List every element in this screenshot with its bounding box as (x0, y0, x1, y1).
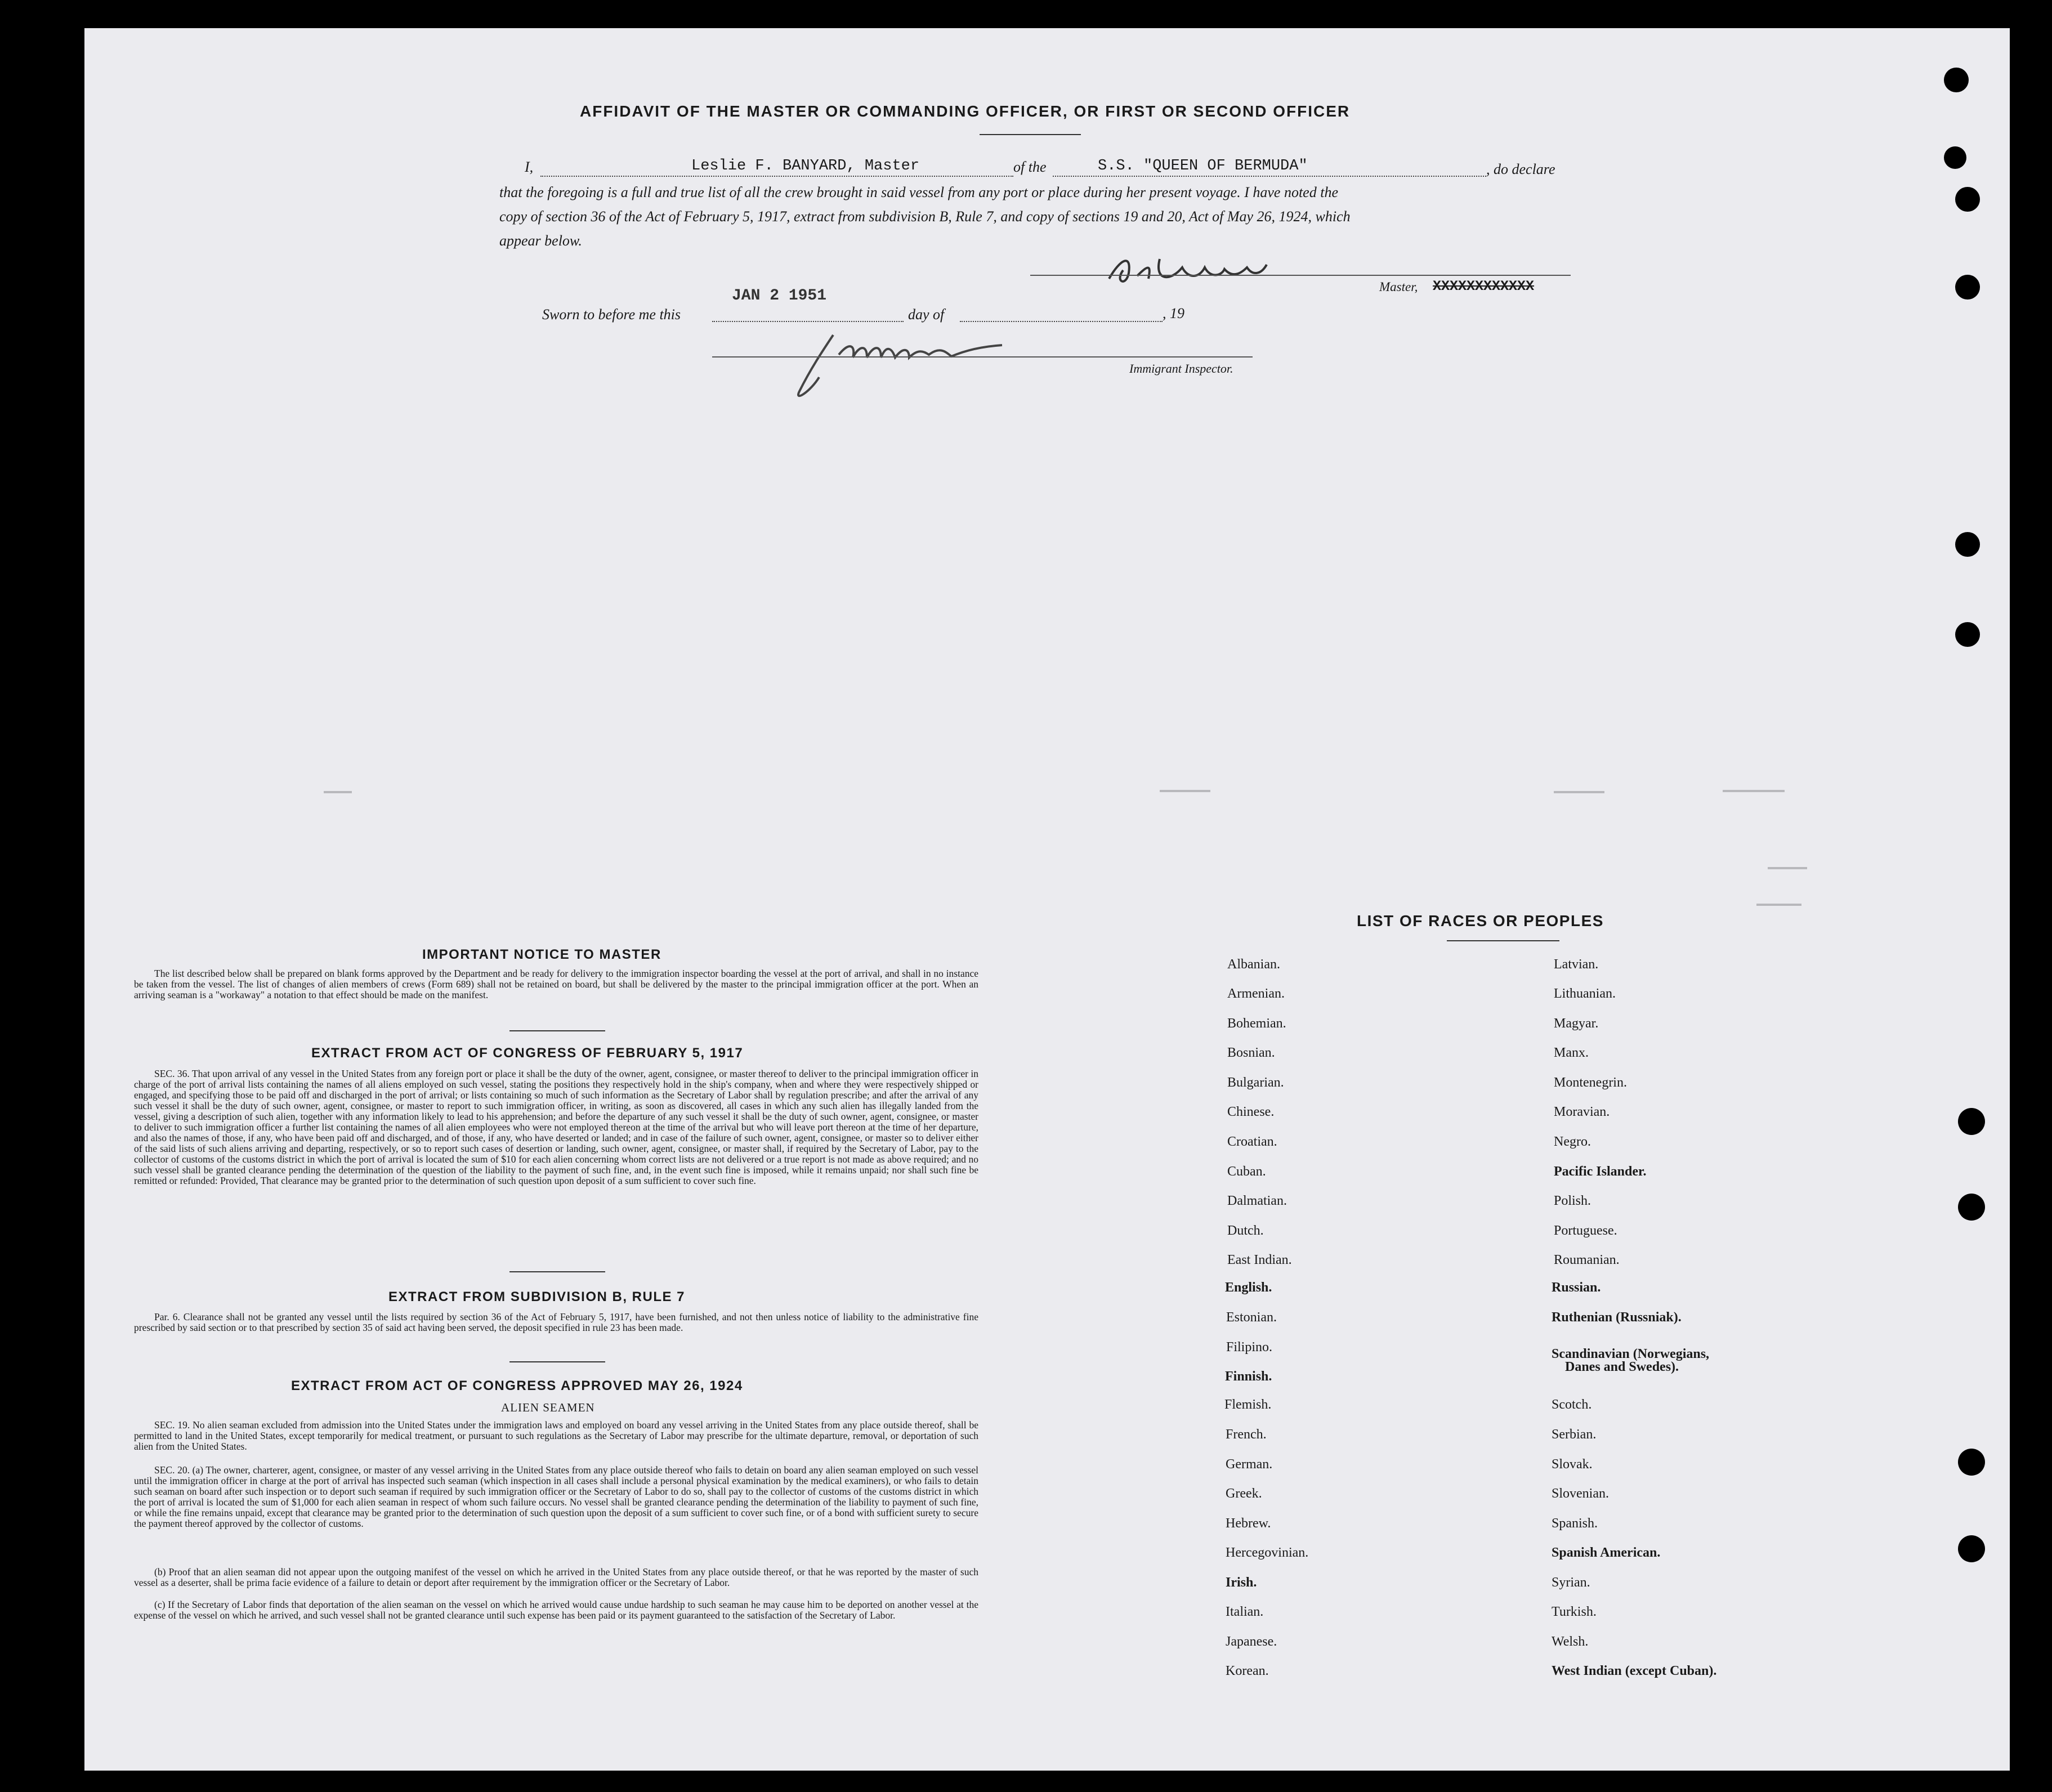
race-list-item: Scotch. (1552, 1397, 1592, 1412)
race-list-item: Magyar. (1554, 1016, 1599, 1031)
race-list-item: Finnish. (1225, 1369, 1272, 1384)
race-list-item: Pacific Islander. (1554, 1164, 1647, 1179)
race-list-item: Turkish. (1552, 1605, 1597, 1619)
race-list-item: Slovak. (1552, 1457, 1593, 1472)
notice-title: IMPORTANT NOTICE TO MASTER (422, 947, 661, 962)
race-list-item: Serbian. (1552, 1427, 1597, 1442)
race-list-item: Bosnian. (1227, 1045, 1275, 1060)
punch-hole (1958, 1194, 1985, 1221)
race-list-item: Flemish. (1224, 1397, 1272, 1412)
of-the-label: of the (1013, 159, 1047, 175)
race-list-item: Croatian. (1227, 1134, 1277, 1149)
section-19-text: SEC. 19. No alien seaman excluded from admission into the United States under the immigration laws and employed on board any vessel arriving in the United States from any place outside thereof, shall be permitted to land in the United States, except temporarily for medical treatment, or pursuant to such regulations as the Secretary of Labor may prescribe for the ultimate departure, removal, or deportation of such alien from the United States. (134, 1419, 978, 1452)
subdivision-b-title: EXTRACT FROM SUBDIVISION B, RULE 7 (388, 1289, 686, 1304)
race-list-item: Spanish American. (1552, 1545, 1661, 1560)
punch-hole (1955, 622, 1980, 647)
race-list-item: Bulgarian. (1227, 1075, 1284, 1090)
race-list-item: Armenian. (1227, 986, 1285, 1001)
extract-1924-title: EXTRACT FROM ACT OF CONGRESS APPROVED MAY 26, 1924 (291, 1378, 743, 1393)
race-list-item: Japanese. (1226, 1634, 1277, 1649)
race-list-item: Bohemian. (1227, 1016, 1286, 1031)
master-title-struck: XXXXXXXXXXXX (1433, 278, 1535, 294)
extract-1917-title: EXTRACT FROM ACT OF CONGRESS OF FEBRUARY 5, 1917 (311, 1045, 744, 1061)
race-list-item: French. (1226, 1427, 1267, 1442)
year-label: , 19 (1163, 305, 1184, 321)
race-list-item: Latvian. (1554, 957, 1599, 972)
race-list-item: West Indian (except Cuban). (1552, 1664, 1717, 1678)
punch-hole (1958, 1535, 1985, 1562)
race-list-item: Irish. (1226, 1575, 1257, 1590)
inspector-label: Immigrant Inspector. (1129, 361, 1233, 376)
section-20c-text: (c) If the Secretary of Labor finds that deportation of the alien seaman on the vessel on which he arrived would cause undue hardship to such seaman he may cause him to be deported on another vessel at the expense of the vessel on which he arrived, and such vessel shall not be granted clearance until such expense has been paid or its payment guaranteed to the satisfaction of the Secretary of Labor. (134, 1599, 978, 1621)
punch-hole (1955, 532, 1980, 557)
punch-hole (1955, 187, 1980, 212)
race-list-item: Negro. (1554, 1134, 1591, 1149)
race-list-item: Lithuanian. (1554, 986, 1616, 1001)
master-label: Master, (1379, 280, 1418, 294)
sworn-label: Sworn to before me this (542, 306, 681, 323)
do-declare-label: , do declare (1486, 161, 1555, 177)
race-list-item: Scandinavian (Norwegians, (1552, 1347, 1710, 1361)
race-list-item: Cuban. (1227, 1164, 1266, 1179)
punch-hole (1944, 146, 1966, 169)
race-list-item: Hebrew. (1226, 1516, 1271, 1531)
date-stamp: JAN 2 1951 (732, 287, 827, 305)
race-list-item: Montenegrin. (1554, 1075, 1627, 1090)
subdivision-b-text: Par. 6. Clearance shall not be granted any vessel until the lists required by section 36 of the Act of February 5, 1917, have been furnished, and not then unless notice of liability to the administrative fine prescribed by said section or to that prescribed by section 35 of said act having been served, the deposit specified in rule 23 has been made. (134, 1311, 978, 1333)
race-list-item: Polish. (1554, 1194, 1591, 1208)
extract-1917-text: SEC. 36. That upon arrival of any vessel in the United States from any foreign port or place it shall be the duty of the owner, agent, consignee, or master thereof to deliver to the principal immigration officer in charge of the port of arrival lists containing the names of all aliens employed on such vessel, stating the positions they respectively hold in the ship's company, when and where they were respectively shipped or engaged, and specifying those to be paid off and discharged in the port of arrival; or lists containing so much of such information as the Secretary of Labor shall by regulation prescribe; and after the arrival of any such vessel it shall be the duty of such owner, agent, consignee, or master to report to such immigration officer, in writing, as soon as discovered, all cases in which any such alien has illegally landed from the vessel, giving a description of such alien, together with any information likely to lead to his apprehension; and before the departure of any such vessel it shall be the duty of such owner, agent, consignee, or master to deliver to such immigration officer a further list containing the names of all alien employees who were not employed thereon at the time of the arrival but who will leave port thereon at the time of her departure, and also the names of those, if any, who have been paid off and discharged, and of those, if any, who have deserted or landed; and in case of the failure of such owner, agent, consignee, or master so to deliver either of the said lists of such aliens arriving and departing, respectively, or so to report such cases of desertion or landing, such owner, agent, consignee, or master shall, if required by the Secretary of Labor, pay to the collector of customs of the customs district in which the port of arrival is located the sum of $10 for each alien concerning whom correct lists are not delivered or a true report is not made as above required; and no such vessel shall be granted clearance pending the determination of the question of the liability to the payment of such fine, and, in the event such fine is imposed, while it remains unpaid; nor shall such fine be remitted or refunded: Provided, That clearance may be granted prior to the determination of such question upon deposit of a sum sufficient to cover such fine. (134, 1068, 978, 1186)
race-list-item: East Indian. (1227, 1253, 1292, 1267)
race-list-item: Danes and Swedes). (1565, 1360, 1679, 1374)
race-list-item: Ruthenian (Russniak). (1552, 1310, 1682, 1325)
race-list-item: Dalmatian. (1227, 1194, 1287, 1208)
master-name-field: Leslie F. BANYARD, Master (691, 158, 920, 175)
inspector-signature (788, 324, 1081, 414)
section-20a-text: SEC. 20. (a) The owner, charterer, agent, consignee, or master of any vessel arriving in the United States from any place outside thereof who fails to detain on board any alien seaman employed on such vessel until the immigration officer in charge at the port of arrival has inspected such seaman (which inspection in all cases shall include a personal physical examination by the medical examiners), or who fails to detain such seaman on board after such inspection or to deport such seaman if required by such immigration officer or the Secretary of Labor to do so, shall pay to the collector of customs of the customs district in which the port of arrival is located the sum of $1,000 for each alien seaman in respect of whom such failure occurs. No vessel shall be granted clearance pending the determination of the liability to payment of such fine, or while the fine remains unpaid, except that clearance may be granted prior to the determination of such question upon the deposit of a sum sufficient to cover such fine, or of a bond with sufficient surety to secure the payment thereof approved by the collector of customs. (134, 1464, 978, 1529)
affidavit-title: AFFIDAVIT OF THE MASTER OR COMMANDING OFFICER, OR FIRST OR SECOND OFFICER (580, 102, 1351, 120)
punch-hole (1944, 68, 1969, 92)
master-signature (1098, 248, 1312, 293)
punch-hole (1958, 1449, 1985, 1476)
race-list-item: Dutch. (1227, 1223, 1264, 1238)
affidavit-body-line2: copy of section 36 of the Act of February 5, 1917, extract from subdivision B, Rule 7, and copy of sections 19 and 20, Act of May 26, 1924, which (499, 208, 1351, 225)
race-list-item: Filipino. (1226, 1340, 1273, 1355)
race-list-item: Manx. (1554, 1045, 1589, 1060)
race-list-item: Spanish. (1552, 1516, 1598, 1531)
race-list-item: Syrian. (1552, 1575, 1590, 1590)
race-list-item: Italian. (1226, 1605, 1264, 1619)
race-list-item: German. (1226, 1457, 1273, 1472)
notice-text: The list described below shall be prepared on blank forms approved by the Department and be ready for delivery to the immigration inspector boarding the vessel at the port of arrival, and shall in no instance be taken from the vessel. The list of changes of alien members of crews (Form 689) shall not be retained on board, but shall be delivered by the master to the principal immigration officer at the port. When an arriving seaman is a "workaway" a notation to that effect should be made on the manifest. (134, 968, 978, 1000)
affidavit-body-line1: that the foregoing is a full and true list of all the crew brought in said vessel from any port or place during her present voyage. I have noted the (499, 184, 1338, 200)
race-list-item: Estonian. (1226, 1310, 1277, 1325)
section-20b-text: (b) Proof that an alien seaman did not appear upon the outgoing manifest of the vessel on which he arrived in the United States from any place outside thereof, or that he was reported by the master of such vessel as a deserter, shall be prima facie evidence of a failure to detain or deport after requirement by the immigration officer or the Secretary of Labor. (134, 1566, 978, 1588)
race-list-item: Albanian. (1227, 957, 1280, 972)
race-list-item: Korean. (1226, 1664, 1269, 1678)
alien-seamen-subtitle: ALIEN SEAMEN (501, 1401, 595, 1414)
race-list-item: Chinese. (1227, 1105, 1275, 1119)
race-list-item: English. (1225, 1280, 1272, 1295)
punch-hole (1958, 1108, 1985, 1135)
day-of-label: day of (908, 306, 945, 323)
punch-hole (1955, 275, 1980, 300)
race-list-item: Hercegovinian. (1226, 1545, 1309, 1560)
affidavit-body-line3: appear below. (499, 233, 582, 249)
races-title: LIST OF RACES OR PEOPLES (1357, 912, 1604, 929)
vessel-name-field: S.S. "QUEEN OF BERMUDA" (1098, 158, 1308, 175)
declarant-prefix: I, (525, 159, 534, 175)
race-list-item: Moravian. (1554, 1105, 1610, 1119)
race-list-item: Portuguese. (1554, 1223, 1617, 1238)
race-list-item: Roumanian. (1554, 1253, 1620, 1267)
race-list-item: Greek. (1226, 1486, 1262, 1501)
race-list-item: Russian. (1552, 1280, 1601, 1295)
race-list-item: Slovenian. (1552, 1486, 1609, 1501)
race-list-item: Welsh. (1552, 1634, 1589, 1649)
